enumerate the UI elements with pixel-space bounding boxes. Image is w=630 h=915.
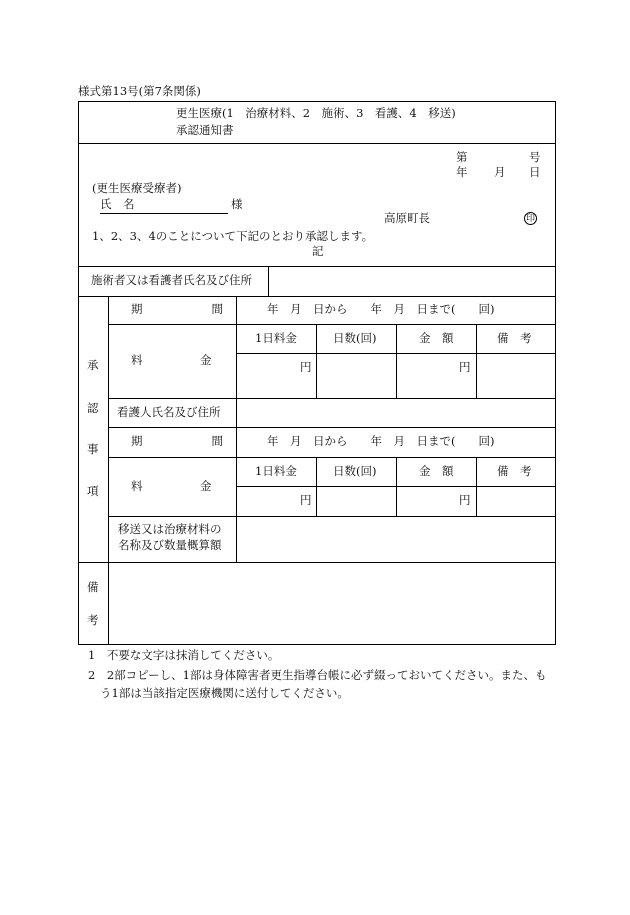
- divider: [236, 486, 556, 487]
- recipient-label: (更生医療受療者): [92, 181, 182, 195]
- divider: [476, 324, 477, 398]
- col-daily-fee: 1日料金: [255, 464, 297, 478]
- divider: [396, 324, 397, 398]
- ki-label: 記: [312, 244, 324, 258]
- yen-unit: 円: [459, 493, 471, 507]
- period-label: 期 間: [131, 434, 223, 448]
- number-go: 号: [529, 150, 541, 164]
- footnote-2-line2: う1部は当該指定医療機関に送付してください。: [100, 686, 349, 700]
- approval-label-char: 項: [87, 484, 99, 498]
- col-days: 日数(回): [333, 331, 377, 345]
- fee-label: 料 金: [131, 353, 212, 367]
- col-amount: 金 額: [419, 331, 454, 345]
- remarks-label-char: 考: [87, 613, 99, 627]
- practitioner-label: 施術者又は看護者氏名及び住所: [91, 273, 252, 287]
- approval-label-char: 承: [87, 358, 99, 372]
- divider: [78, 266, 556, 267]
- date-day: 日: [529, 165, 541, 179]
- divider: [78, 562, 556, 563]
- caregiver-label: 看護人氏名及び住所: [117, 405, 221, 419]
- number-dai: 第: [456, 150, 468, 164]
- form-number: 様式第13号(第7条関係): [78, 84, 201, 98]
- period-label: 期 間: [131, 302, 223, 316]
- footnote-2-line1: 2 2部コピーし、1部は身体障害者更生指導台帳に必ず綴っておいてください。また、も: [88, 668, 547, 682]
- col-remarks: 備 考: [497, 331, 532, 345]
- divider: [316, 324, 317, 398]
- divider: [108, 516, 556, 517]
- col-days: 日数(回): [333, 464, 377, 478]
- issuer-label: 高原町長: [384, 211, 430, 225]
- remarks-label-char: 備: [87, 580, 99, 594]
- divider: [236, 353, 556, 354]
- divider: [236, 398, 237, 562]
- form-title-line1: 更生医療(1 治療材料、2 施術、3 看護、4 移送): [176, 106, 456, 120]
- divider: [78, 143, 556, 144]
- approval-body-text: 1、2、3、4のことについて下記のとおり承認します。: [92, 229, 374, 243]
- divider: [108, 457, 556, 458]
- transport-label-line1: 移送又は治療材料の: [118, 522, 222, 536]
- divider: [108, 324, 556, 325]
- divider: [108, 562, 109, 645]
- footnote-1: 1 不要な文字は抹消してください。: [88, 648, 280, 662]
- approval-label-char: 認: [87, 401, 99, 415]
- divider: [108, 398, 556, 399]
- date-month: 月: [494, 165, 506, 179]
- divider: [108, 427, 556, 428]
- sama-label: 様: [231, 197, 243, 211]
- date-year: 年: [456, 165, 468, 179]
- fee-label: 料 金: [131, 479, 212, 493]
- name-label: 氏 名: [100, 199, 228, 214]
- col-remarks: 備 考: [497, 464, 532, 478]
- seal-mark: 印: [525, 214, 535, 224]
- period-value: 年 月 日から 年 月 日まで( 回): [267, 302, 495, 316]
- divider: [108, 296, 109, 562]
- col-amount: 金 額: [419, 464, 454, 478]
- yen-unit: 円: [459, 360, 471, 374]
- divider: [268, 266, 269, 296]
- divider: [236, 296, 237, 398]
- yen-unit: 円: [300, 360, 312, 374]
- yen-unit: 円: [300, 493, 312, 507]
- transport-label-line2: 名称及び数量概算額: [118, 538, 222, 552]
- divider: [78, 296, 556, 297]
- form-title-line2: 承認通知書: [176, 123, 234, 137]
- period-value: 年 月 日から 年 月 日まで( 回): [267, 434, 495, 448]
- approval-label-char: 事: [87, 442, 99, 456]
- col-daily-fee: 1日料金: [255, 331, 297, 345]
